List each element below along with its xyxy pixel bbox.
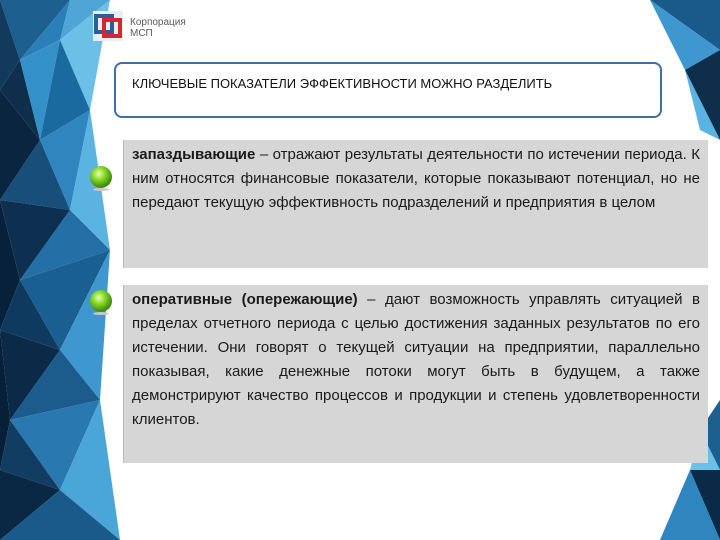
logo-text bbox=[130, 17, 186, 39]
term-lagging: запаздывающие bbox=[132, 146, 256, 163]
left-geometric-decoration bbox=[0, 0, 130, 540]
leading-indicators-block bbox=[123, 285, 708, 463]
logo-mark-icon bbox=[92, 10, 124, 42]
green-bullet-icon bbox=[87, 164, 115, 192]
slide-title: КЛЮЧЕВЫЕ ПОКАЗАТЕЛИ ЭФФЕКТИВНОСТИ МОЖНО РАЗДЕЛИТЬ bbox=[114, 62, 662, 118]
logo-line2: МСП bbox=[130, 28, 153, 39]
green-bullet-icon bbox=[87, 288, 115, 316]
logo-line1: Корпорация bbox=[130, 17, 186, 28]
term-leading: оперативные (опережающие) bbox=[132, 291, 358, 308]
lagging-indicators-block bbox=[123, 140, 708, 268]
leading-description: – дают возможность управлять ситуацией в пределах отчетного периода с целью достижения заданных результатов по его истечении. Они говорят о текущей ситуации на предприятии, параллельно показывая, какие денежные потоки могут быть в будущем, а также демонстрируют качество процессов и продукции и степень удовлетворенности клиентов. bbox=[132, 291, 700, 428]
corporation-logo bbox=[92, 8, 212, 44]
lagging-description: – отражают результаты деятельности по истечении периода. К ним относятся финансовые показатели, которые показывают потенциал, но не передают текущую эффективность подразделений и предприятия в целом bbox=[132, 146, 700, 211]
